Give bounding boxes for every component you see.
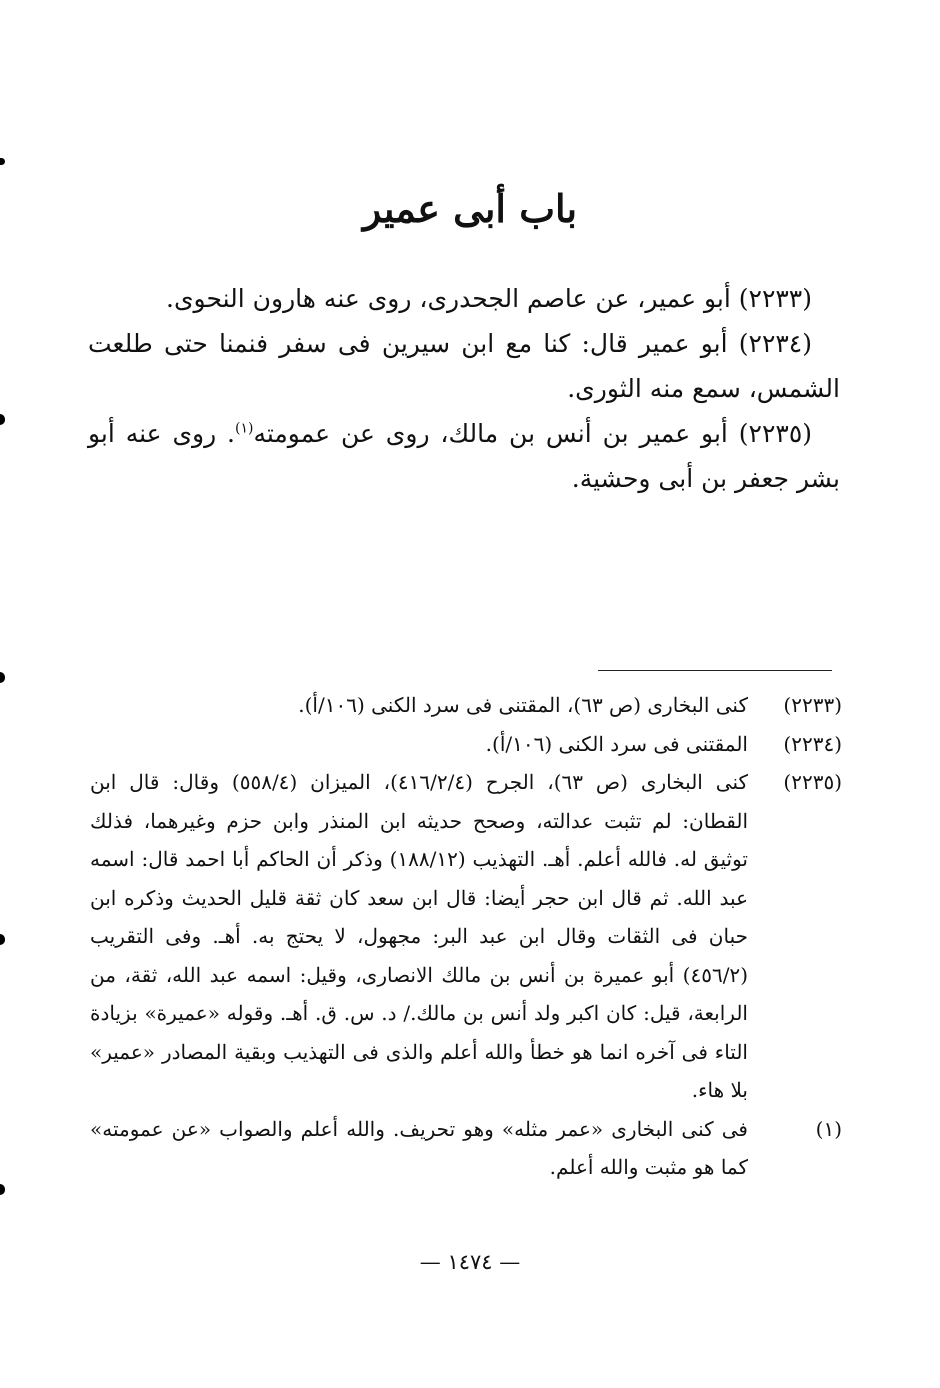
footnote-text: المقتنى فى سرد الكنى (١٠٦/أ). (485, 731, 748, 756)
footnote-number: (٢٢٣٣) (783, 693, 842, 717)
entry-2235 (88, 411, 840, 501)
footnote-text: كنى البخارى (ص ٦٣)، الجرح (٤١٦/٢/٤)، الميزان (٥٥٨/٤) وقال: قال ابن القطان: لم تثبت عدالته، وصحح حديثه ابن المنذر وابن حزم وغيرهما، فذلك توثيق له. فالله أعلم. أهـ. التهذيب (١٨٨/١٢) وذكر أن الحاكم أبا احمد قال: اسمه عبد الله. ثم قال ابن حجر أيضا: قال ابن سعد كان ثقة قليل الحديث وذكره ابن حبان فى الثقات وقال ابن عبد البر: مجهول، لا يحتج به. أهـ. وفى التقريب (٤٥٦/٢) أبو عميرة بن أنس بن مالك الانصارى، وقيل: اسمه عبد الله، ثقة، من الرابعة، قيل: كان اكبر ولد أنس بن مالك./ د. س. ق. أهـ. وقوله «عميرة» بزيادة التاء فى آخره انما هو خطأ والله أعلم والذى فى التهذيب وبقية المصادر «عمير» بلا هاء. (90, 770, 748, 1102)
entry-text: أبو عمير قال: كنا مع ابن سيرين فى سفر فنمنا حتى طلعت الشمس، سمع منه الثورى. (88, 329, 840, 403)
entry-2234 (88, 321, 840, 411)
scan-edge-mark (0, 158, 5, 165)
entry-number: (٢٢٣٣) (738, 284, 812, 313)
footnotes (90, 686, 842, 1187)
footnote-1 (90, 1110, 842, 1187)
footnote-separator (598, 670, 832, 671)
scan-edge-mark (0, 1184, 5, 1195)
main-text (88, 276, 840, 501)
footnote-text: كنى البخارى (ص ٦٣)، المقتنى فى سرد الكنى (١٠٦/أ). (298, 693, 748, 717)
entry-text: أبو عمير، عن عاصم الجحدرى، روى عنه هارون النحوى. (166, 284, 731, 313)
footnote-number: (٢٢٣٤) (783, 731, 842, 756)
footnote-2233 (90, 686, 842, 725)
entry-number: (٢٢٣٥) (738, 419, 813, 448)
footnote-reference[interactable]: (١) (235, 420, 254, 437)
page-number: — ١٤٧٤ — (419, 1250, 521, 1274)
scan-edge-mark (0, 934, 5, 945)
footnote-number: (٢٢٣٥) (783, 770, 842, 794)
footnote-2235 (90, 763, 842, 1110)
entry-text: أبو عمير بن أنس بن مالك، روى عن عمومته (253, 419, 728, 448)
scan-edge-mark (0, 672, 5, 683)
footnote-text: فى كنى البخارى «عمر مثله» وهو تحريف. والله أعلم والصواب «عن عمومته» كما هو مثبت والله أعلم. (90, 1116, 748, 1179)
footnote-number: (١) (815, 1116, 842, 1141)
chapter-title: باب أبى عمير (362, 186, 578, 231)
entry-number: (٢٢٣٤) (738, 329, 812, 358)
entry-text-continued: . روى عنه أبو بشر جعفر بن أبى وحشية. (88, 419, 840, 493)
footnote-2234 (90, 725, 842, 764)
scan-edge-mark (0, 414, 5, 425)
entry-2233 (88, 276, 840, 321)
